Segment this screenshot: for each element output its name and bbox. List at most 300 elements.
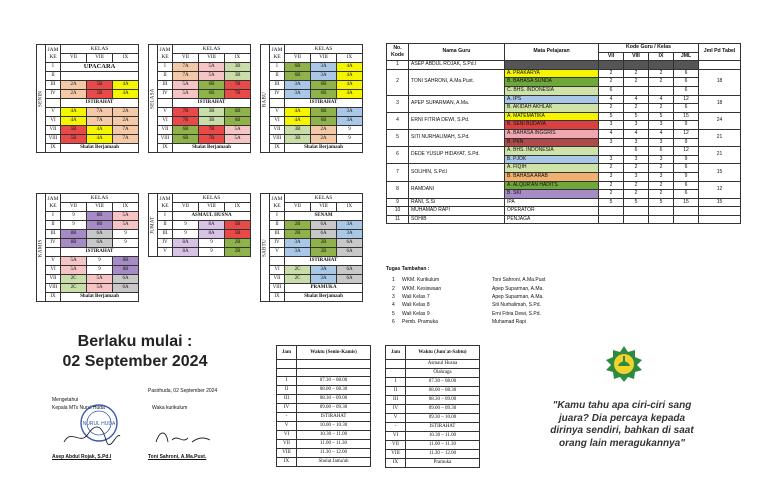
teacher-row bbox=[387, 147, 741, 156]
time-row bbox=[386, 441, 480, 450]
lesson-cell: 6B bbox=[311, 117, 337, 126]
hours-cell: 3 bbox=[599, 155, 624, 164]
subject-cell: A. PRAKARYA bbox=[505, 69, 599, 78]
lesson-cell: 9 bbox=[173, 230, 199, 239]
teacher-row bbox=[387, 129, 741, 138]
lesson-cell: 3A bbox=[285, 239, 311, 248]
teacher-no: 8 bbox=[387, 181, 409, 198]
jam-ke-header: JAM KE bbox=[158, 45, 173, 63]
day-grid-jumat bbox=[148, 193, 251, 257]
merged-activity-cell: Shalat Berjamaah bbox=[61, 144, 139, 153]
tugas-p: Muhamad Rapi bbox=[492, 319, 526, 326]
lesson-cell: 5B bbox=[61, 126, 87, 135]
class-column-header: VII bbox=[61, 203, 87, 212]
lesson-cell: 3B bbox=[199, 108, 225, 117]
jam-cell: V bbox=[277, 422, 297, 431]
kelas-header: KELAS bbox=[61, 45, 139, 54]
teacher-row bbox=[387, 112, 741, 121]
subject-cell: A. FIQIH bbox=[505, 164, 599, 173]
class-column-header: VIII bbox=[199, 54, 225, 63]
schedule-time-table-weekend bbox=[385, 345, 480, 468]
right-name: Toni Sahroni, A.Ma.Pust. bbox=[148, 454, 207, 460]
left-name: Asep Abdul Rojak, S.Pd.I bbox=[52, 454, 112, 460]
schedule-row bbox=[149, 144, 251, 153]
teacher-no: 11 bbox=[387, 215, 409, 224]
jam-cell: VI bbox=[158, 117, 173, 126]
lesson-cell: 3A bbox=[311, 72, 337, 81]
hours-cell bbox=[624, 61, 649, 70]
class-column-header: VIII bbox=[87, 203, 113, 212]
jam-cell: I bbox=[277, 377, 297, 386]
subject-cell: B. BAHASA ARAB bbox=[505, 172, 599, 181]
jam-cell bbox=[158, 99, 173, 108]
merged-activity-cell: ASMAUL HUSNA bbox=[173, 212, 251, 221]
hours-cell: 9 bbox=[674, 138, 699, 147]
jam-cell: IX bbox=[270, 293, 285, 302]
merged-activity-cell: SENAM bbox=[285, 212, 363, 221]
jam-cell bbox=[46, 248, 61, 257]
time-row bbox=[277, 360, 371, 369]
lesson-cell: 6A bbox=[87, 239, 113, 248]
hours-cell: 3 bbox=[649, 155, 674, 164]
schedule-row bbox=[149, 63, 251, 72]
hours-cell: 3 bbox=[599, 121, 624, 130]
lesson-cell: 6A bbox=[337, 275, 363, 284]
jam-cell bbox=[386, 360, 406, 369]
hours-cell: 4 bbox=[649, 129, 674, 138]
schedule-row bbox=[37, 90, 139, 99]
merged-activity-cell: ISTIRAHAT bbox=[285, 257, 363, 266]
total-cell: 12 bbox=[699, 181, 741, 198]
lesson-cell: 8B bbox=[87, 212, 113, 221]
tugas-t: WKM. Kurikulum bbox=[402, 277, 440, 284]
teacher-name: TONI SAHRONI, A.Ma.Pust. bbox=[409, 69, 505, 95]
schedule-row bbox=[37, 117, 139, 126]
jam-cell: VI bbox=[277, 431, 297, 440]
class-column-header: VII bbox=[173, 54, 199, 63]
lesson-cell: 4A bbox=[113, 81, 139, 90]
jam-cell bbox=[277, 360, 297, 369]
lesson-cell: 3A bbox=[337, 230, 363, 239]
lesson-cell: 7A bbox=[173, 72, 199, 81]
lesson-cell: 8B bbox=[113, 266, 139, 275]
schedule-row bbox=[37, 212, 139, 221]
berlaku-line1: Berlaku mulai : bbox=[77, 333, 193, 350]
subject-cell: A. MATEMATIKA bbox=[505, 112, 599, 121]
tugas-row bbox=[390, 301, 610, 309]
lesson-cell: 4A bbox=[337, 90, 363, 99]
lesson-cell: 5A bbox=[87, 284, 113, 293]
subject-cell: IPA bbox=[505, 198, 599, 207]
jam-cell: VI bbox=[270, 266, 285, 275]
hours-cell: 5 bbox=[599, 112, 624, 121]
schedule-row bbox=[37, 72, 139, 81]
lesson-cell: 4A bbox=[113, 90, 139, 99]
lesson-cell: 9 bbox=[173, 221, 199, 230]
lesson-cell: 6A bbox=[113, 275, 139, 284]
lesson-cell: 2B bbox=[225, 239, 251, 248]
subject-cell: PENJAGA bbox=[505, 215, 599, 224]
hours-cell: 3 bbox=[624, 172, 649, 181]
jam-header: Jam bbox=[386, 346, 406, 360]
schedule-row bbox=[37, 99, 139, 108]
jam-cell: III bbox=[386, 396, 406, 405]
jam-cell: IV bbox=[158, 90, 173, 99]
lesson-cell: 4A bbox=[285, 117, 311, 126]
jam-cell: VI bbox=[386, 432, 406, 441]
teacher-row bbox=[387, 207, 741, 216]
hours-cell: 3 bbox=[649, 121, 674, 130]
schedule-row bbox=[149, 117, 251, 126]
right-title: Waka kurikulum bbox=[152, 405, 188, 411]
schedule-row bbox=[149, 212, 251, 221]
class-column-header: IX bbox=[225, 203, 251, 212]
time-cell: 10.30 – 11.00 bbox=[297, 431, 371, 440]
time-cell: 08.30 – 09.00 bbox=[406, 396, 480, 405]
jam-cell: VII bbox=[46, 275, 61, 284]
jam-ke-header: JAM KE bbox=[270, 45, 285, 63]
schedule-row bbox=[261, 284, 363, 293]
tugas-n: 4 bbox=[392, 302, 395, 309]
header-mapel: Mata Pelajaran bbox=[505, 44, 599, 61]
subject-cell: B. AKIDAH AKHLAK bbox=[505, 104, 599, 113]
lesson-cell: 3B bbox=[225, 72, 251, 81]
tugas-p: Erni Fitria Dewi, S.Pd. bbox=[492, 310, 541, 317]
jam-ke-header: JAM KE bbox=[270, 194, 285, 212]
lesson-cell: 4A bbox=[337, 81, 363, 90]
time-row bbox=[277, 449, 371, 458]
signature-left-icon bbox=[62, 424, 122, 448]
hours-cell: 5 bbox=[624, 198, 649, 207]
lesson-cell: 4A bbox=[337, 63, 363, 72]
schedule-row bbox=[261, 239, 363, 248]
time-row bbox=[386, 450, 480, 459]
hours-cell: 5 bbox=[649, 198, 674, 207]
time-row bbox=[277, 386, 371, 395]
class-column-header: VIII bbox=[87, 54, 113, 63]
total-cell bbox=[699, 215, 741, 224]
day-grid-selasa bbox=[148, 44, 251, 153]
tugas-t: Wali Kelas 7 bbox=[402, 293, 430, 300]
schedule-row bbox=[149, 108, 251, 117]
merged-activity-cell: ISTIRAHAT bbox=[61, 248, 139, 257]
hours-cell: 5 bbox=[599, 198, 624, 207]
teacher-name: MUHAMAD RAPI bbox=[409, 207, 505, 216]
subject-cell: OPERATOR bbox=[505, 207, 599, 216]
lesson-cell: 3B bbox=[225, 63, 251, 72]
hours-cell: 3 bbox=[624, 138, 649, 147]
lesson-cell: 3A bbox=[285, 90, 311, 99]
schedule-row bbox=[149, 81, 251, 90]
lesson-cell: 7B bbox=[199, 126, 225, 135]
jam-cell bbox=[386, 369, 406, 378]
jam-ke-header: JAM KE bbox=[158, 194, 173, 212]
lesson-cell: 6A bbox=[113, 284, 139, 293]
schedule-row bbox=[261, 212, 363, 221]
jam-cell: I bbox=[270, 212, 285, 221]
time-cell: 09.00 – 09.30 bbox=[406, 405, 480, 414]
jam-cell: VII bbox=[277, 440, 297, 449]
teacher-no: 10 bbox=[387, 207, 409, 216]
hours-cell: 2 bbox=[599, 181, 624, 190]
lesson-cell: 3B bbox=[285, 135, 311, 144]
teacher-name: ERNI FITRIA DEWI, S.Pd. bbox=[409, 112, 505, 129]
jam-cell: III bbox=[270, 230, 285, 239]
class-column-header: VII bbox=[173, 203, 199, 212]
teacher-no: 1 bbox=[387, 61, 409, 70]
time-cell: 11.00 – 11.30 bbox=[406, 441, 480, 450]
header-viii: VIII bbox=[624, 52, 649, 61]
jam-cell: VIII bbox=[386, 450, 406, 459]
time-cell: 08.00 – 08.30 bbox=[406, 387, 480, 396]
kelas-header: KELAS bbox=[173, 194, 251, 203]
day-label: SENIN bbox=[37, 45, 46, 153]
jam-cell: V bbox=[270, 248, 285, 257]
tugas-n: 1 bbox=[392, 277, 395, 284]
quote-line-1: "Kamu tahu apa ciri-ciri sang bbox=[552, 400, 692, 411]
jam-cell: VIII bbox=[270, 135, 285, 144]
tugas-n: 2 bbox=[392, 285, 395, 292]
time-row bbox=[386, 396, 480, 405]
lesson-cell: 9 bbox=[87, 257, 113, 266]
jam-cell: - bbox=[386, 423, 406, 432]
jam-cell: V bbox=[386, 414, 406, 423]
place-date: Pasirhuda, 02 September 2024 bbox=[148, 388, 218, 394]
lesson-cell: 7B bbox=[173, 117, 199, 126]
class-column-header: VII bbox=[61, 54, 87, 63]
subject-cell: A. ALQUR'AN HADITS bbox=[505, 181, 599, 190]
tugas-t: Wali Kelas 9 bbox=[402, 310, 430, 317]
hours-cell: 2 bbox=[649, 104, 674, 113]
day-grid-senin bbox=[36, 44, 139, 153]
lesson-cell: 6B bbox=[285, 63, 311, 72]
schedule-row bbox=[37, 284, 139, 293]
lesson-cell: 6B bbox=[311, 81, 337, 90]
hours-cell: 6 bbox=[674, 181, 699, 190]
jam-cell: VIII bbox=[46, 284, 61, 293]
lesson-cell: 5B bbox=[61, 135, 87, 144]
hours-cell: 4 bbox=[624, 129, 649, 138]
hours-cell: 4 bbox=[649, 95, 674, 104]
lesson-cell: 6B bbox=[311, 108, 337, 117]
schedule-row bbox=[149, 135, 251, 144]
class-column-header: IX bbox=[113, 54, 139, 63]
time-row bbox=[386, 378, 480, 387]
berlaku-date: 02 September 2024 bbox=[62, 353, 208, 370]
lesson-cell: 6B bbox=[173, 126, 199, 135]
lesson-cell: 2A bbox=[311, 126, 337, 135]
hours-cell: 6 bbox=[674, 86, 699, 95]
time-cell: 09.00 – 09.30 bbox=[297, 404, 371, 413]
lesson-cell: 5A bbox=[199, 72, 225, 81]
time-row bbox=[386, 405, 480, 414]
kelas-header: KELAS bbox=[173, 45, 251, 54]
lesson-cell: 4A bbox=[87, 126, 113, 135]
kelas-header: KELAS bbox=[61, 194, 139, 203]
teacher-no: 9 bbox=[387, 198, 409, 207]
hours-cell: 6 bbox=[674, 190, 699, 199]
hours-cell bbox=[674, 61, 699, 70]
schedule-row bbox=[149, 99, 251, 108]
total-cell: 24 bbox=[699, 112, 741, 129]
header-ix: IX bbox=[649, 52, 674, 61]
header-kode: Kode Guru / Kelas bbox=[599, 44, 699, 53]
lesson-cell: 4A bbox=[87, 135, 113, 144]
lesson-cell: 8B bbox=[113, 257, 139, 266]
tugas-table bbox=[390, 276, 610, 326]
class-column-header: VII bbox=[285, 54, 311, 63]
schedule-row bbox=[261, 135, 363, 144]
hours-cell: 2 bbox=[599, 190, 624, 199]
jam-cell: VII bbox=[270, 275, 285, 284]
motivational-quote bbox=[522, 400, 722, 450]
time-row bbox=[386, 432, 480, 441]
left-title-1: Mengetahui bbox=[52, 397, 79, 403]
jam-cell bbox=[270, 257, 285, 266]
jam-cell: I bbox=[46, 212, 61, 221]
hours-cell: 2 bbox=[599, 104, 624, 113]
hours-cell: 3 bbox=[649, 138, 674, 147]
schedule-row bbox=[149, 239, 251, 248]
lesson-cell: 6A bbox=[87, 230, 113, 239]
jam-cell: VIII bbox=[158, 135, 173, 144]
header-no: No. Kode bbox=[387, 44, 409, 61]
lesson-cell: 7A bbox=[113, 126, 139, 135]
lesson-cell: 2B bbox=[311, 248, 337, 257]
lesson-cell: 7B bbox=[173, 108, 199, 117]
jam-cell: VII bbox=[158, 126, 173, 135]
time-row bbox=[277, 413, 371, 422]
lesson-cell: 9 bbox=[337, 126, 363, 135]
schedule-row bbox=[261, 90, 363, 99]
teacher-table bbox=[386, 43, 741, 224]
jam-cell: VIII bbox=[46, 135, 61, 144]
hours-cell: 3 bbox=[649, 172, 674, 181]
jam-cell bbox=[270, 99, 285, 108]
subject-cell: B. BAHASA SUNDA bbox=[505, 78, 599, 87]
lesson-cell: 6B bbox=[225, 108, 251, 117]
jam-cell: VI bbox=[46, 266, 61, 275]
time-cell bbox=[297, 360, 371, 369]
hours-cell bbox=[599, 215, 624, 224]
day-grid-sabtu bbox=[260, 193, 363, 302]
lesson-cell: 5A bbox=[173, 81, 199, 90]
hours-cell: 2 bbox=[649, 181, 674, 190]
subject-cell: B. SKI bbox=[505, 190, 599, 199]
lesson-cell: 2A bbox=[61, 90, 87, 99]
day-label: RABU bbox=[261, 45, 270, 153]
lesson-cell: 7A bbox=[113, 135, 139, 144]
lesson-cell: 5A bbox=[87, 275, 113, 284]
teacher-no: 7 bbox=[387, 164, 409, 181]
tugas-row bbox=[390, 276, 610, 284]
merged-activity-cell: UPACARA bbox=[61, 63, 139, 72]
hours-cell: 5 bbox=[649, 112, 674, 121]
subject-cell bbox=[505, 61, 599, 70]
tugas-p: Apep Suparman, A.Ma. bbox=[492, 293, 544, 300]
jam-cell: II bbox=[158, 221, 173, 230]
schedule-row bbox=[149, 221, 251, 230]
schedule-row bbox=[261, 293, 363, 302]
time-cell: ISTIRAHAT bbox=[297, 413, 371, 422]
tugas-row bbox=[390, 310, 610, 318]
hours-cell: 3 bbox=[624, 121, 649, 130]
jam-cell: IV bbox=[46, 90, 61, 99]
teacher-row bbox=[387, 215, 741, 224]
time-row bbox=[277, 422, 371, 431]
jam-cell: III bbox=[46, 230, 61, 239]
lesson-cell: 2B bbox=[285, 230, 311, 239]
header-nama: Nama Guru bbox=[409, 44, 505, 61]
hours-cell bbox=[624, 215, 649, 224]
time-row bbox=[386, 459, 480, 468]
schedule-row bbox=[261, 126, 363, 135]
hours-cell: 6 bbox=[599, 86, 624, 95]
schedule-row bbox=[149, 90, 251, 99]
day-grid-rabu bbox=[260, 44, 363, 153]
hours-cell: 9 bbox=[674, 172, 699, 181]
schedule-time-table-weekday bbox=[276, 345, 371, 467]
jam-cell: IV bbox=[386, 405, 406, 414]
hours-cell bbox=[624, 86, 649, 95]
signature-right-icon bbox=[152, 428, 212, 448]
lesson-cell: 3B bbox=[285, 126, 311, 135]
tugas-p: Toni Sahroni, A.Ma.Pust bbox=[492, 277, 546, 284]
total-cell: 21 bbox=[699, 147, 741, 164]
teacher-row bbox=[387, 181, 741, 190]
schedule-row bbox=[37, 135, 139, 144]
lesson-cell: 7A bbox=[87, 117, 113, 126]
tugas-p: Apep Suparman, A.Ma. bbox=[492, 285, 544, 292]
class-column-header: VII bbox=[285, 203, 311, 212]
time-row bbox=[386, 360, 480, 369]
svg-text:NURUL HUDA: NURUL HUDA bbox=[82, 421, 116, 427]
jam-ke-header: JAM KE bbox=[46, 45, 61, 63]
tugas-row bbox=[390, 284, 610, 292]
hours-cell: 15 bbox=[674, 112, 699, 121]
hours-cell: 3 bbox=[599, 138, 624, 147]
class-column-header: IX bbox=[225, 54, 251, 63]
jam-cell: V bbox=[158, 108, 173, 117]
subject-cell: C. BHS. INDONESIA bbox=[505, 86, 599, 95]
jam-cell: VII bbox=[386, 441, 406, 450]
day-label: SABTU bbox=[261, 194, 270, 302]
time-row bbox=[277, 395, 371, 404]
time-row bbox=[386, 414, 480, 423]
jam-cell: III bbox=[158, 230, 173, 239]
teacher-row bbox=[387, 164, 741, 173]
time-cell: 11.30 – 12.00 bbox=[297, 449, 371, 458]
jam-cell: II bbox=[270, 72, 285, 81]
lesson-cell: 6B bbox=[285, 72, 311, 81]
lesson-cell: 8A bbox=[173, 248, 199, 257]
schedule-row bbox=[261, 117, 363, 126]
jam-cell: IV bbox=[270, 239, 285, 248]
lesson-cell: 8B bbox=[87, 221, 113, 230]
schedule-row bbox=[261, 81, 363, 90]
time-cell bbox=[297, 368, 371, 377]
merged-activity-cell: Shalat Berjamaah bbox=[173, 144, 251, 153]
teacher-row bbox=[387, 69, 741, 78]
jam-cell: V bbox=[46, 257, 61, 266]
lesson-cell: 2B bbox=[285, 221, 311, 230]
lesson-cell: 2A bbox=[61, 81, 87, 90]
time-row bbox=[277, 377, 371, 386]
jam-cell: II bbox=[46, 221, 61, 230]
schedule-row bbox=[37, 81, 139, 90]
subject-cell: B. PKN bbox=[505, 138, 599, 147]
hours-cell: 12 bbox=[674, 95, 699, 104]
